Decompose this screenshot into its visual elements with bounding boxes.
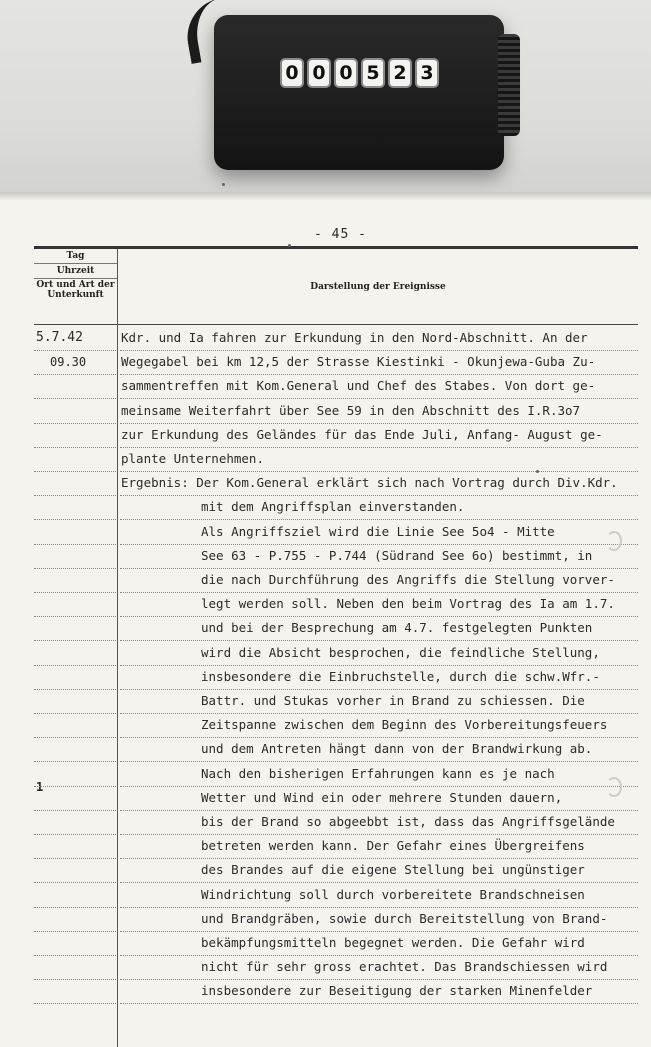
- ruled-line: [34, 374, 116, 375]
- ruled-line: [34, 786, 116, 787]
- ruled-line: [34, 568, 116, 569]
- ruled-line: [120, 1003, 638, 1004]
- text-line: und bei der Besprechung am 4.7. festgelegten Punkten: [201, 620, 593, 636]
- ruled-line: [34, 616, 116, 617]
- ruled-line: [34, 398, 116, 399]
- text-line: insbesondere die Einbruchstelle, durch die schw.Wfr.-: [201, 668, 600, 684]
- ruled-line: [120, 786, 638, 787]
- ruled-line: [34, 810, 116, 811]
- ruled-line: [34, 423, 116, 424]
- punch-hole: [606, 531, 622, 551]
- ruled-line: [34, 544, 116, 545]
- text-line: mit dem Angriffsplan einverstanden.: [201, 499, 465, 515]
- ruled-line: [34, 471, 116, 472]
- column-divider: [117, 249, 118, 1047]
- ruled-line: [34, 665, 116, 666]
- ruled-line: [120, 374, 638, 375]
- text-line: Ergebnis: Der Kom.General erklärt sich nach Vortrag durch Div.Kdr.: [121, 475, 618, 491]
- text-line: legt werden soll. Neben den beim Vortrag des Ia am 1.7.: [201, 596, 615, 612]
- left-column-header: [34, 249, 118, 324]
- ruled-line: [34, 955, 116, 956]
- text-line: betreten werden kann. Der Gefahr eines Übergreifens: [201, 838, 585, 854]
- ruled-line: [34, 689, 116, 690]
- ruled-line: [120, 689, 638, 690]
- text-line: Wetter und Wind ein oder mehrere Stunden dauern,: [201, 789, 563, 805]
- ruled-line: [34, 640, 116, 641]
- header-main: Darstellung der Ereignisse: [310, 281, 446, 292]
- text-line: und dem Antreten hängt dann von der Brandwirkung ab.: [201, 741, 593, 757]
- text-line: Als Angriffsziel wird die Linie See 5o4 - Mitte: [201, 523, 555, 539]
- ruled-line: [120, 568, 638, 569]
- ruled-line: [120, 592, 638, 593]
- ruled-line: [34, 761, 116, 762]
- ruled-line: [120, 979, 638, 980]
- text-line: plante Unternehmen.: [121, 451, 264, 466]
- ruled-line: [34, 907, 116, 908]
- ruled-line: [120, 665, 638, 666]
- ruled-line: [120, 447, 638, 448]
- counter-digit: 0: [307, 58, 331, 88]
- ruled-line: [120, 398, 638, 399]
- ruled-line: [34, 350, 116, 351]
- entry-date: 5.7.42: [36, 330, 83, 345]
- text-line: des Brandes auf die eigene Stellung bei ungünstiger: [201, 862, 585, 878]
- text-line: insbesondere zur Beseitigung der starken Minenfelder: [201, 983, 593, 999]
- ruled-line: [120, 907, 638, 908]
- counter-knob: [498, 34, 520, 136]
- text-line: Windrichtung soll durch vorbereitete Brandschneisen: [201, 886, 585, 902]
- text-line: zur Erkundung des Geländes für das Ende Juli, Anfang- August ge-: [121, 426, 603, 442]
- text-line: bis der Brand so abgeebbt ist, dass das Angriffsgelände: [201, 814, 615, 829]
- ruled-line: [34, 931, 116, 932]
- text-line: die nach Durchführung des Angriffs die Stellung vorver-: [201, 572, 615, 587]
- main-column-header: [118, 249, 638, 324]
- ruled-line: [120, 737, 638, 738]
- counter-digit: 0: [334, 58, 358, 88]
- entry-time: 09.30: [50, 355, 87, 369]
- ruled-line: [120, 423, 638, 424]
- text-line: Kdr. und Ia fahren zur Erkundung in den Nord-Abschnitt. An der: [121, 330, 588, 345]
- counter-digit: 5: [361, 58, 385, 88]
- ruled-line: [120, 858, 638, 859]
- ruled-line: [34, 834, 116, 835]
- speck: [288, 244, 291, 247]
- ruled-line: [120, 931, 638, 932]
- text-line: meinsame Weiterfahrt über See 59 in den Abschnitt des I.R.3o7: [121, 402, 581, 418]
- ruled-line: [34, 495, 116, 496]
- ruled-line: [34, 713, 116, 714]
- ruled-line: [120, 350, 638, 351]
- ruled-line: [34, 737, 116, 738]
- header-bottom-rule: [34, 324, 638, 325]
- counter-digits: [280, 58, 439, 88]
- ruled-line: [120, 955, 638, 956]
- counter-device: [214, 15, 504, 170]
- ruled-line: [120, 810, 638, 811]
- ruled-line: [120, 834, 638, 835]
- text-line: nicht für sehr gross erachtet. Das Brandschiessen wird: [201, 959, 608, 975]
- ruled-line: [34, 882, 116, 883]
- margin-note: 1: [36, 780, 44, 794]
- ruled-line: [120, 761, 638, 762]
- ruled-line: [120, 882, 638, 883]
- text-line: bekämpfungsmitteln begegnet werden. Die Gefahr wird: [201, 935, 585, 950]
- ruled-line: [34, 447, 116, 448]
- header-tag: Tag: [34, 249, 117, 264]
- ruled-line: [120, 616, 638, 617]
- counter-digit: 0: [280, 58, 304, 88]
- text-line: sammentreffen mit Kom.General und Chef des Stabes. Von dort ge-: [121, 378, 596, 394]
- text-line: Wegegabel bei km 12,5 der Strasse Kiestinki - Okunjewa-Guba Zu-: [121, 354, 596, 370]
- ruled-line: [34, 979, 116, 980]
- ruled-line: [34, 858, 116, 859]
- text-line: wird die Absicht besprochen, die feindliche Stellung,: [201, 644, 600, 660]
- speck: [222, 183, 225, 186]
- ruled-line: [34, 592, 116, 593]
- ruled-line: [120, 640, 638, 641]
- ruled-line: [34, 519, 116, 520]
- text-line: Battr. und Stukas vorher in Brand zu schiessen. Die: [201, 693, 585, 708]
- ruled-line: [120, 471, 638, 472]
- text-line: See 63 - P.755 - P.744 (Südrand See 6o) bestimmt, in: [201, 547, 593, 563]
- ruled-line: [120, 544, 638, 545]
- speck: [536, 470, 539, 473]
- counter-digit: 2: [388, 58, 412, 88]
- ruled-line: [34, 1003, 116, 1004]
- page-number: - 45 -: [314, 227, 367, 242]
- text-line: Zeitspanne zwischen dem Beginn des Vorbereitungsfeuers: [201, 717, 608, 733]
- text-line: Nach den bisherigen Erfahrungen kann es je nach: [201, 765, 555, 781]
- text-line: und Brandgräben, sowie durch Bereitstellung von Brand-: [201, 910, 608, 926]
- ruled-line: [120, 713, 638, 714]
- counter-digit: 3: [415, 58, 439, 88]
- header-ort: Ort und Art der Unterkunft: [36, 280, 115, 300]
- ruled-line: [120, 519, 638, 520]
- ruled-line: [120, 495, 638, 496]
- counter-photo: [0, 0, 651, 200]
- punch-hole: [606, 777, 622, 797]
- header-uhrzeit: Uhrzeit: [34, 264, 117, 279]
